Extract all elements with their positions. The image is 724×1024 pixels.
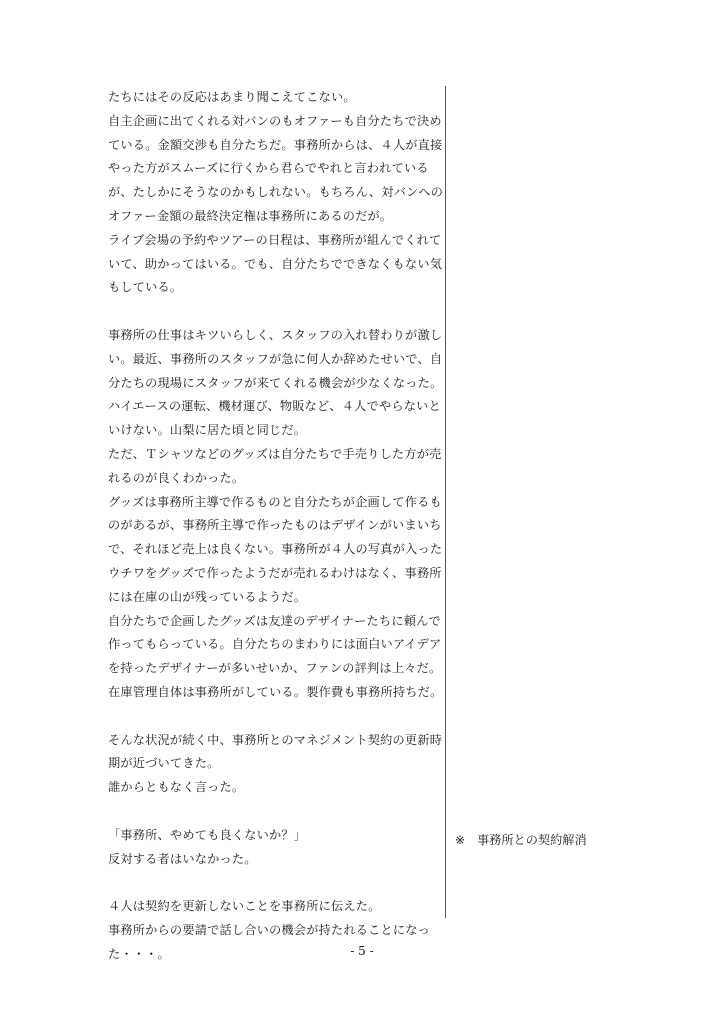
paragraph-gap [108, 300, 442, 324]
text-line: 事務所の仕事はキツいらしく、スタッフの入れ替わりが激し [108, 327, 443, 342]
paragraph-gap [108, 871, 442, 895]
text-line: 自分たちで企画したグッズは友達のデザイナーたちに頼んで [108, 613, 441, 628]
text-line: そんな状況が続く中、事務所とのマネジメント契約の更新時 [108, 732, 443, 747]
text-line: 期が近づいてきた。 [108, 756, 220, 771]
text-line: た・・・。 [108, 946, 170, 961]
main-text-column [108, 86, 442, 966]
text-line: いけない。山梨に居た頃と同じだ。 [108, 423, 307, 438]
column-divider [445, 86, 446, 918]
text-line: のがあるが、事務所主導で作ったものはデザインがいまいち [108, 518, 442, 533]
text-line: 作ってもらっている。自分たちのまわりには面白いアイデア [108, 637, 442, 652]
page-number: - 5 - [350, 944, 374, 958]
text-line: ている。金額交渉も自分たちだ。事務所からは、４人が直接 [108, 137, 443, 152]
text-line: が、たしかにそうなのかもしれない。もちろん、対バンへの [108, 185, 444, 200]
reference-mark: ※ [455, 833, 466, 847]
text-line: やった方がスムーズに行くから君らでやれと言われている [108, 161, 429, 176]
side-note [455, 829, 587, 853]
text-line: ライブ会場の予約やツアーの日程は、事務所が組んでくれて [108, 232, 442, 247]
text-line: 在庫管理自体は事務所がしている。製作費も事務所持ちだ。 [108, 684, 443, 699]
text-line: ４人は契約を更新しないことを事務所に伝えた。 [108, 899, 381, 914]
paragraph-2 [108, 324, 442, 705]
paragraph-gap [108, 705, 442, 729]
text-line: 分たちの現場にスタッフが来てくれる機会が少なくなった。 [108, 375, 443, 390]
text-line: ただ、Ｔシャツなどのグッズは自分たちで手売りした方が売 [108, 446, 442, 461]
text-line: 自主企画に出てくれる対バンのもオファーも自分たちで決め [108, 113, 442, 128]
text-line: ウチワをグッズで作ったようだが売れるわけはなく、事務所 [108, 565, 442, 580]
text-line: い。最近、事務所のスタッフが急に何人か辞めたせいで、自 [108, 351, 443, 366]
text-line: もしている。 [108, 280, 183, 295]
paragraph-4 [108, 824, 442, 872]
text-line: で、それほど売上は良くない。事務所が４人の写真が入った [108, 542, 443, 557]
text-line: 事務所からの要請で話し合いの機会が持たれることになっ [108, 922, 431, 937]
text-line: には在庫の山が残っているようだ。 [108, 589, 307, 604]
text-line: れるのが良くわかった。 [108, 470, 245, 485]
text-line: 反対する者はいなかった。 [108, 851, 257, 866]
text-line: 誰からともなく言った。 [108, 780, 245, 795]
paragraph-1 [108, 86, 442, 300]
text-line: たちにはその反応はあまり聞こえてこない。 [108, 90, 356, 104]
side-note-text: 事務所との契約解消 [477, 833, 587, 847]
text-line: オファー金額の最終決定権は事務所にあるのだが。 [108, 208, 393, 223]
text-line: を持ったデザイナーが多いせいか、ファンの評判は上々だ。 [108, 661, 442, 676]
text-line: ハイエースの運転、機材運び、物販など、４人でやらないと [108, 399, 441, 414]
text-line: 「事務所、やめても良くないか？」 [108, 827, 307, 842]
text-line: いて、助かってはいる。でも、自分たちでできなくもない気 [108, 256, 443, 271]
paragraph-gap [108, 800, 442, 824]
text-line: グッズは事務所主導で作るものと自分たちが企画して作るも [108, 494, 442, 509]
paragraph-3 [108, 729, 442, 800]
